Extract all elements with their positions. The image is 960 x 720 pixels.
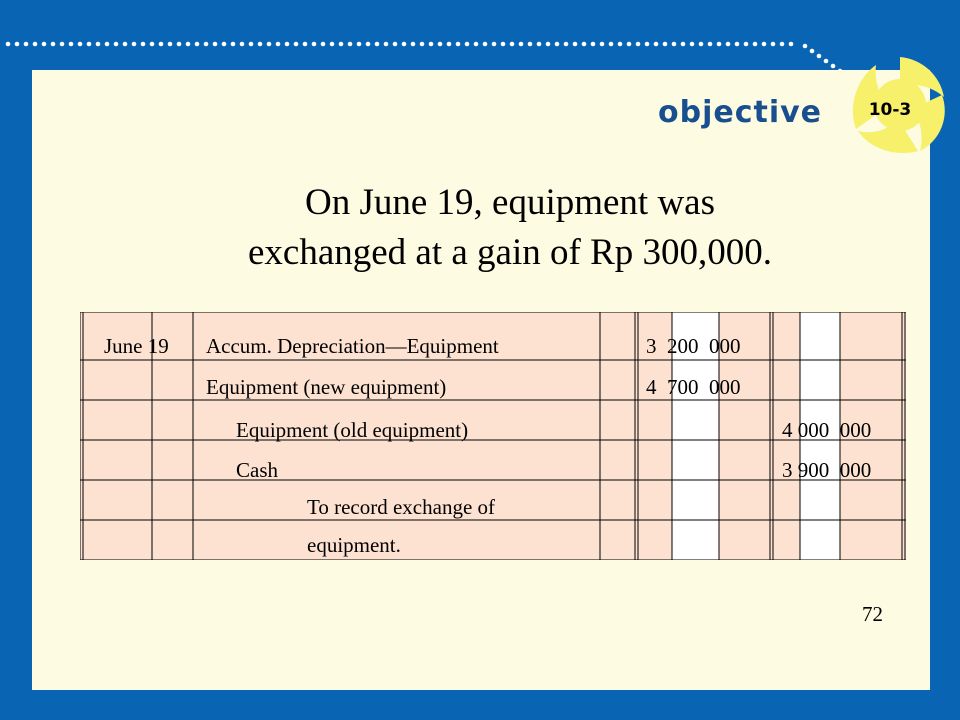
dot (213, 42, 218, 47)
dot (159, 42, 164, 47)
dot (96, 42, 101, 47)
dot (6, 42, 11, 47)
title-line-1: On June 19, equipment was (304, 182, 716, 223)
dot (141, 42, 146, 47)
dot (195, 42, 200, 47)
page-number: 72 (862, 602, 883, 626)
dot (744, 42, 749, 47)
dot (708, 42, 713, 47)
dot (420, 42, 425, 47)
dot (753, 42, 758, 47)
dot (105, 42, 110, 47)
dot (501, 42, 506, 47)
dot (654, 42, 659, 47)
dot (339, 42, 344, 47)
dot (618, 42, 623, 47)
dot (249, 42, 254, 47)
dot (276, 42, 281, 47)
dot (438, 42, 443, 47)
dot (564, 42, 569, 47)
dot (348, 42, 353, 47)
dot (204, 42, 209, 47)
title-line-2: exchanged at a gain of Rp 300,000. (247, 232, 773, 273)
dot (402, 42, 407, 47)
dot (627, 42, 632, 47)
dot (609, 42, 614, 47)
dot (735, 42, 740, 47)
dot (636, 42, 641, 47)
dot (726, 42, 731, 47)
entry-credit: 4 000 000 (782, 418, 872, 442)
dot (177, 42, 182, 47)
entry-account: Accum. Depreciation—Equipment (206, 334, 499, 358)
entry-account: Equipment (new equipment) (206, 375, 447, 399)
dot (132, 42, 137, 47)
dot (582, 42, 587, 47)
dot (60, 42, 65, 47)
dot (474, 42, 479, 47)
dot (429, 42, 434, 47)
dot (69, 42, 74, 47)
dot (465, 42, 470, 47)
dot (456, 42, 461, 47)
dot (510, 42, 515, 47)
entry-account: Equipment (old equipment) (236, 418, 469, 442)
dot (384, 42, 389, 47)
dot (672, 42, 677, 47)
dot (366, 42, 371, 47)
dot (717, 42, 722, 47)
dot (803, 44, 808, 49)
dot (240, 42, 245, 47)
dot (537, 42, 542, 47)
dot (222, 42, 227, 47)
dot (312, 42, 317, 47)
dot (411, 42, 416, 47)
entry-account: Cash (236, 458, 278, 482)
slide-title (150, 178, 870, 278)
dot (663, 42, 668, 47)
dot (33, 42, 38, 47)
dot (375, 42, 380, 47)
objective-label: objective (658, 95, 823, 130)
dot (699, 42, 704, 47)
entry-debit: 4 700 000 (646, 375, 741, 399)
objective-number: 10-3 (868, 100, 912, 120)
dot (555, 42, 560, 47)
entry-explanation: equipment. (307, 533, 401, 557)
dot (780, 42, 785, 47)
dot (817, 54, 822, 59)
dot (294, 42, 299, 47)
dot (393, 42, 398, 47)
dot (762, 42, 767, 47)
dot (42, 42, 47, 47)
dot (447, 42, 452, 47)
dot (771, 42, 776, 47)
dot (519, 42, 524, 47)
dot (573, 42, 578, 47)
dot (285, 42, 290, 47)
dot (267, 42, 272, 47)
dot (114, 42, 119, 47)
dot (150, 42, 155, 47)
dot (492, 42, 497, 47)
entry-credit: 3 900 000 (782, 458, 872, 482)
dot (528, 42, 533, 47)
dot (330, 42, 335, 47)
dot (231, 42, 236, 47)
entry-date: June 19 (104, 334, 169, 358)
dot (789, 42, 794, 47)
dot (51, 42, 56, 47)
dot (690, 42, 695, 47)
dot (303, 42, 308, 47)
dot (78, 42, 83, 47)
dot (15, 42, 20, 47)
dot (186, 42, 191, 47)
dot (168, 42, 173, 47)
entry-debit: 3 200 000 (646, 334, 741, 358)
dot (24, 42, 29, 47)
dot (357, 42, 362, 47)
dot (645, 42, 650, 47)
dot (600, 42, 605, 47)
dot (824, 59, 829, 64)
dot (831, 64, 836, 69)
dot (258, 42, 263, 47)
dot (546, 42, 551, 47)
dot (483, 42, 488, 47)
dot (123, 42, 128, 47)
dot (87, 42, 92, 47)
dot (321, 42, 326, 47)
dot (591, 42, 596, 47)
entry-explanation: To record exchange of (307, 495, 496, 519)
dot (681, 42, 686, 47)
dot (810, 49, 815, 54)
